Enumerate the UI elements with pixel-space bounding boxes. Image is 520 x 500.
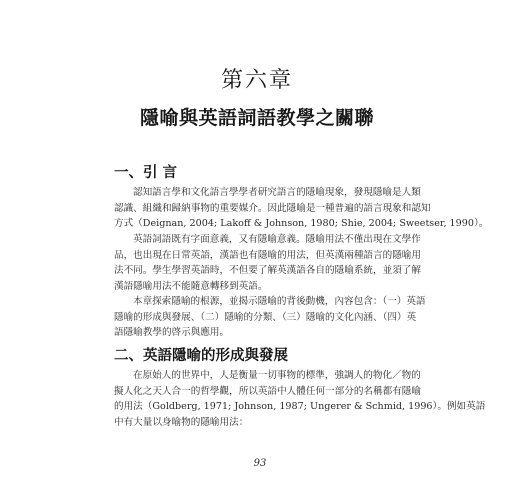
text-line: 的用法（Goldberg, 1971; Johnson, 1987; Ungerer & Schmid, 1996）。例如英語 [114, 401, 486, 413]
chapter-title: 隱喻與英語詞語教學之關聯 [139, 107, 374, 129]
text-line: 在原始人的世界中，人是衡量一切事物的標準，強調人的物化／物的 [133, 370, 421, 381]
chapter-number: 第六章 [220, 68, 293, 93]
text-line: 認識、組織和歸納事物的重要媒介。因此隱喻是一種普遍的語言現象和認知 [114, 202, 431, 214]
text-line: 法不同。學生學習英語時，不但要了解英漢語各自的隱喻系統，並須了解 [114, 265, 421, 277]
text-line: 隱喻的形成與發展、（二）隱喻的分類、（三）隱喻的文化內涵、（四）英 [114, 311, 417, 323]
text-line: 品，也出現在日常英語，漢語也有隱喻的用法，但英漢兩種語言的隱喻用 [114, 249, 421, 261]
chapter-header [110, 67, 404, 131]
paragraph [114, 232, 421, 294]
text-line: 中有大量以身喻物的隱喻用法： [114, 416, 249, 428]
text-line: 認知語言學和文化語言學學者研究語言的隱喻現象，發現隱喻是人類 [133, 187, 421, 198]
page-number: 93 [253, 458, 267, 469]
section-heading-introduction: 一、引 言 [114, 164, 178, 181]
text-line: 擬人化之天人合一的哲學觀，所以英語中人體任何一部分的名稱都有隱喻 [114, 385, 421, 397]
section-heading-formation: 二、英語隱喻的形成與發展 [114, 347, 288, 364]
paragraph [114, 368, 486, 430]
text-line: 方式（Deignan, 2004; Lakoff & Johnson, 1980; Shie, 2004; Sweetser, 1990）。 [114, 218, 489, 230]
text-line: 本章探索隱喻的根源，並揭示隱喻的背後動機，內容包含：（一）英語 [133, 296, 426, 307]
text-line: 漢語隱喻用法不能隨意轉移到英語。 [114, 280, 268, 292]
paragraph [114, 294, 426, 341]
paragraph [114, 185, 489, 232]
text-line: 語隱喻教學的啓示與應用。 [114, 327, 230, 339]
text-line: 英語詞語既有字面意義，又有隱喻意義。隱喻用法不僅出現在文學作 [133, 234, 421, 245]
